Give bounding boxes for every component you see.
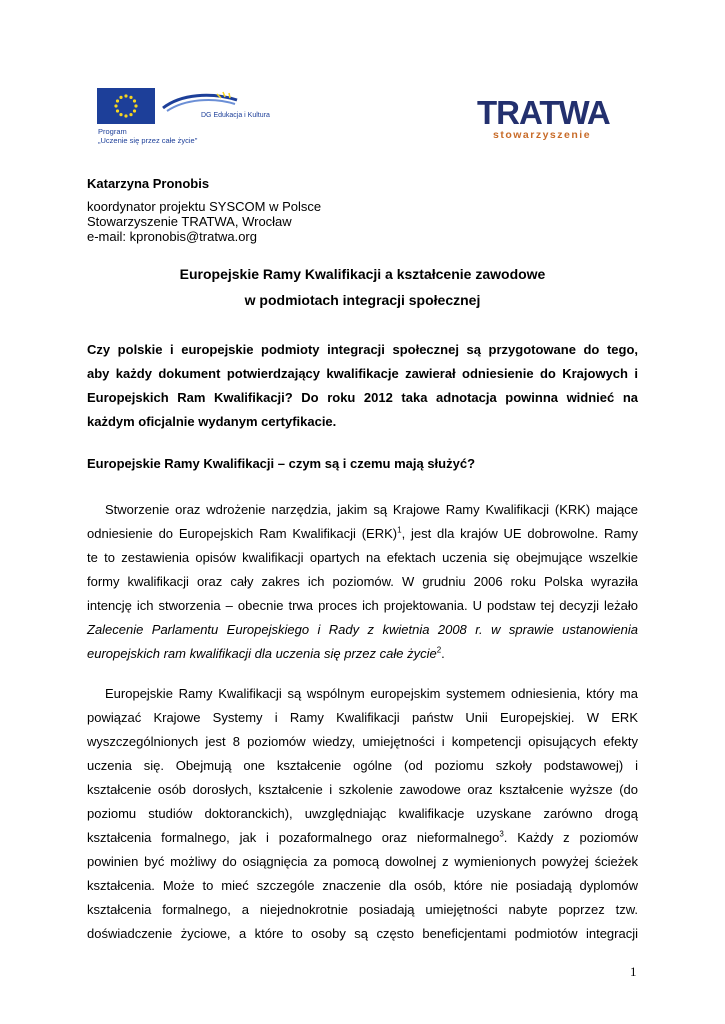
tratwa-logo — [477, 96, 627, 144]
lead-line: Czy polskie i europejskie podmioty integracji społecznej są przygotowane do tego, — [87, 342, 638, 357]
author-organization: Stowarzyszenie TRATWA, Wrocław — [87, 214, 292, 229]
section-heading: Europejskie Ramy Kwalifikacji – czym są i czemu mają służyć? — [87, 456, 476, 471]
dg-swoosh-icon — [161, 90, 239, 114]
footnote-ref-3[interactable]: 3 — [499, 829, 504, 839]
paragraph-line: powinien być możliwy do osiągnięcia za pomocą dowolnej z wymienionych powyżej ścieżek — [87, 854, 638, 869]
paragraph-line: odniesienie do Europejskich Ram Kwalifikacji (ERK)$^1$, jest dla krajów UE dobrowolne. Ramy — [87, 525, 638, 541]
paragraph-line: uczenia się. Obejmują one kształcenie ogólne (od poziomu szkoły podstawowej) i — [87, 758, 638, 773]
document-title-line2: w podmiotach integracji społecznej — [244, 292, 481, 308]
paragraph-line: europejskich ram kwalifikacji dla uczenia się przez całe życie$^2$. — [87, 645, 445, 661]
lead-paragraph — [87, 338, 638, 434]
lead-line: Europejskich Ram Kwalifikacji? Do roku 2012 taka adnotacja powinna widnieć na — [87, 390, 638, 405]
paragraph-line: powiązać Krajowe Systemy i Ramy Kwalifikacji państw Unii Europejskiej. W ERK — [87, 710, 638, 725]
lead-line: aby każdy dokument potwierdzający kwalifikacje zawierał odniesienie do Krajowych i — [87, 366, 638, 381]
paragraph-line: kształcenie osób dorosłych, kształcenie i szkolenie zawodowe oraz kształcenie wyższe (do — [87, 782, 638, 797]
author-role: koordynator projektu SYSCOM w Polsce — [87, 199, 322, 214]
tratwa-wordmark: TRATWA — [477, 94, 610, 131]
eu-programme-logo — [97, 88, 270, 148]
footnote-ref-2[interactable]: 2 — [436, 645, 442, 655]
document-title-line1: Europejskie Ramy Kwalifikacji a kształcenie zawodowe — [179, 266, 546, 282]
paragraph-2 — [87, 682, 638, 946]
program-label: Program — [98, 127, 127, 136]
eu-flag-icon — [97, 88, 155, 124]
paragraph-line: doświadczenie życiowe, a które to osoby są często beneficjentami podmiotów integracji — [87, 926, 638, 941]
author-email: e-mail: kpronobis@tratwa.org — [87, 229, 257, 244]
paragraph-line: formy kwalifikacji oraz cały zakres ich poziomów. W grudniu 2006 roku Polska wyraziła — [87, 574, 638, 589]
lead-line: każdym oficjalnie wydanym certyfikacie. — [87, 414, 337, 429]
paragraph-1 — [87, 498, 638, 666]
paragraph-line: Zalecenie Parlamentu Europejskiego i Rady z kwietnia 2008 r. w sprawie ustanowienia — [87, 622, 638, 637]
dg-label: DG Edukacja i Kultura — [201, 112, 270, 119]
paragraph-line: kształcenia formalnego, jak i pozaformalnego oraz nieformalnego$^3$. Każdy z poziomów — [87, 829, 638, 845]
footnote-ref-1[interactable]: 1 — [397, 525, 402, 535]
paragraph-line: poziomu studiów doktoranckich), uwzględniając kwalifikacje uzyskane zarówno drogą — [87, 806, 638, 821]
paragraph-line: Europejskie Ramy Kwalifikacji są wspólnym europejskim systemem odniesienia, który ma — [105, 686, 638, 701]
program-name: „Uczenie się przez całe życie" — [98, 136, 198, 145]
paragraph-line: kształcenia formalnego, a niejednokrotnie posiadają umiejętności nabyte poprzez tzw. — [87, 902, 638, 917]
paragraph-line: wyszczególnionych jest 8 poziomów wiedzy, umiejętności i kompetencji opisujących efekty — [87, 734, 638, 749]
paragraph-line: te to zestawienia opisów kwalifikacji opartych na efektach uczenia się obejmujące wszelkie — [87, 550, 638, 565]
paragraph-line: Stworzenie oraz wdrożenie narzędzia, jakim są Krajowe Ramy Kwalifikacji (KRK) mające — [105, 502, 638, 517]
paragraph-line: kształcenia. Może to mieć szczególe znaczenie dla osób, które nie posiadają dyplomów — [87, 878, 638, 893]
tratwa-subtitle: stowarzyszenie — [493, 129, 592, 141]
paragraph-line: intencję ich stworzenia – obecnie trwa proces ich projektowania. U podstaw tej decyzji leżało — [87, 598, 638, 613]
author-name: Katarzyna Pronobis — [87, 176, 210, 191]
page-number: 1 — [630, 964, 637, 979]
